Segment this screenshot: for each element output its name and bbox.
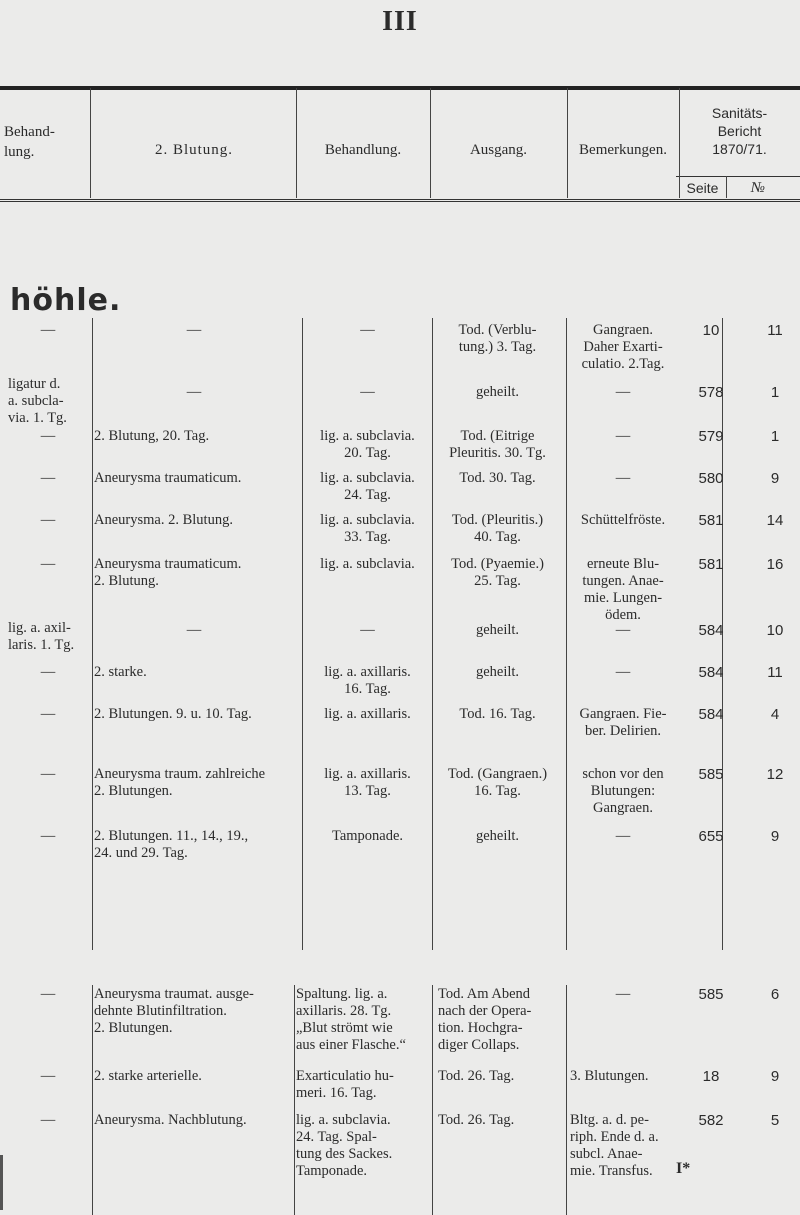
cell-ausgang: Tod. (Verblu- tung.) 3. Tag. bbox=[458, 322, 537, 355]
cell-nr: 1 bbox=[770, 384, 780, 401]
cell-behandlung-2: lig. a. subclavia. 20. Tag. bbox=[320, 428, 415, 461]
cell-seite: 579 bbox=[698, 428, 724, 445]
column-rule-1 bbox=[92, 318, 93, 950]
header-seite: Seite bbox=[686, 180, 719, 196]
cell-ausgang: geheilt. bbox=[475, 828, 520, 844]
cell-nr: 14 bbox=[766, 512, 784, 529]
cell-behandlung-2: lig. a. subclavia. 24. Tag. Spal- tung des Sackes. Tamponade. bbox=[296, 1112, 393, 1179]
cell-behandlung: — bbox=[40, 706, 56, 722]
cell-blutung: Aneurysma traumaticum. bbox=[94, 470, 242, 486]
cell-ausgang: geheilt. bbox=[475, 664, 520, 680]
cell-bemerkungen: erneute Blu- tungen. Anae- mie. Lungen- ödem. bbox=[582, 556, 664, 623]
cell-nr: 9 bbox=[770, 1068, 780, 1085]
cell-ausgang: Tod. 26. Tag. bbox=[438, 1112, 515, 1128]
cell-nr: 11 bbox=[767, 322, 783, 339]
cell-ausgang: Tod. (Pleuritis.) 40. Tag. bbox=[451, 512, 544, 545]
cell-ausgang: Tod. (Eitrige Pleuritis. 30. Tg. bbox=[449, 428, 546, 461]
cell-seite: 18 bbox=[702, 1068, 720, 1085]
cell-seite: 578 bbox=[698, 384, 724, 401]
cell-nr: 4 bbox=[770, 706, 780, 723]
column-rule-4 bbox=[566, 318, 567, 950]
cell-behandlung-2: lig. a. axillaris. 13. Tag. bbox=[324, 766, 411, 799]
cell-behandlung-2: lig. a. subclavia. bbox=[320, 556, 415, 572]
cell-blutung: Aneurysma traumaticum. 2. Blutung. bbox=[94, 556, 242, 589]
cell-blutung: 2. Blutungen. 9. u. 10. Tag. bbox=[94, 706, 252, 722]
header-blutung: 2. Blutung. bbox=[154, 142, 234, 158]
cell-behandlung-2: Spaltung. lig. a. axillaris. 28. Tg. „Blut strömt wie aus einer Flasche.“ bbox=[296, 986, 406, 1053]
cell-bemerkungen: Gangraen. Fie- ber. Delirien. bbox=[579, 706, 667, 739]
cell-nr: 9 bbox=[770, 470, 780, 487]
cell-behandlung: — bbox=[40, 1112, 56, 1128]
cell-behandlung: — bbox=[40, 470, 56, 486]
cell-blutung: Aneurysma traum. zahlreiche 2. Blutungen. bbox=[94, 766, 266, 799]
column-rule-8 bbox=[432, 985, 433, 1215]
cell-behandlung-2: Tamponade. bbox=[331, 828, 404, 844]
cell-nr: 6 bbox=[770, 986, 780, 1003]
cell-behandlung: — bbox=[40, 1068, 56, 1084]
cell-bemerkungen: — bbox=[615, 622, 631, 638]
cell-seite: 582 bbox=[698, 1112, 724, 1129]
column-rule-2 bbox=[302, 318, 303, 950]
header-bemerkungen: Bemerkungen. bbox=[579, 142, 667, 158]
page-number: III bbox=[382, 6, 418, 37]
cell-bemerkungen: Schüttelfröste. bbox=[580, 512, 666, 528]
cell-behandlung-2: — bbox=[360, 384, 375, 400]
cell-seite: 581 bbox=[698, 512, 724, 529]
cell-bemerkungen: — bbox=[615, 828, 631, 844]
cell-blutung: 2. Blutungen. 11., 14., 19., 24. und 29. Tag. bbox=[94, 828, 249, 861]
cell-behandlung-2: lig. a. subclavia. 24. Tag. bbox=[320, 470, 415, 503]
cell-behandlung-2: Exarticulatio hu- meri. 16. Tag. bbox=[296, 1068, 394, 1101]
cell-bemerkungen: — bbox=[615, 470, 631, 486]
cell-bemerkungen: — bbox=[615, 986, 631, 1002]
cell-behandlung-2: — bbox=[360, 622, 375, 638]
cell-ausgang: Tod. (Pyaemie.) 25. Tag. bbox=[451, 556, 544, 589]
page-edge-mark bbox=[0, 1155, 3, 1210]
header-ausgang: Ausgang. bbox=[469, 142, 528, 158]
cell-blutung: Aneurysma. Nachblutung. bbox=[94, 1112, 247, 1128]
cell-ausgang: Tod. Am Abend nach der Opera- tion. Hochgra- diger Collaps. bbox=[438, 986, 532, 1053]
cell-behandlung-2: lig. a. axillaris. bbox=[324, 706, 411, 722]
cell-behandlung: — bbox=[40, 828, 56, 844]
cell-ausgang: geheilt. bbox=[475, 384, 520, 400]
cell-bemerkungen: 3. Blutungen. bbox=[570, 1068, 649, 1084]
cell-seite: 580 bbox=[698, 470, 724, 487]
cell-blutung: Aneurysma. 2. Blutung. bbox=[94, 512, 233, 528]
cell-nr: 12 bbox=[766, 766, 784, 783]
cell-behandlung: — bbox=[40, 322, 56, 338]
header-nr: № bbox=[750, 180, 766, 196]
cell-ausgang: Tod. (Gangraen.) 16. Tag. bbox=[447, 766, 548, 799]
cell-nr: 9 bbox=[770, 828, 780, 845]
cell-bemerkungen: — bbox=[615, 664, 631, 680]
cell-seite: 584 bbox=[698, 664, 724, 681]
cell-ausgang: Tod. 16. Tag. bbox=[459, 706, 536, 722]
cell-nr: 5 bbox=[770, 1112, 780, 1129]
section-title: höhle. bbox=[10, 283, 122, 318]
cell-behandlung: ligatur d. a. subcla- via. 1. Tg. bbox=[8, 376, 67, 426]
cell-behandlung: — bbox=[40, 556, 56, 572]
cell-behandlung: — bbox=[40, 428, 56, 444]
cell-ausgang: Tod. 30. Tag. bbox=[459, 470, 536, 486]
seite-rule bbox=[676, 176, 800, 177]
cell-bemerkungen: — bbox=[615, 384, 631, 400]
header-behandlung: Behand- lung. bbox=[4, 124, 55, 160]
cell-behandlung-2: lig. a. subclavia. 33. Tag. bbox=[320, 512, 415, 545]
cell-bemerkungen: schon vor den Blutungen: Gangraen. bbox=[582, 766, 664, 816]
cell-nr: 10 bbox=[766, 622, 784, 639]
cell-bemerkungen: Bltg. a. d. pe- riph. Ende d. a. subcl. Anae- mie. Transfus. bbox=[570, 1112, 659, 1179]
cell-behandlung-2: — bbox=[360, 322, 375, 338]
cell-behandlung: — bbox=[40, 986, 56, 1002]
cell-ausgang: geheilt. bbox=[475, 622, 520, 638]
header-behandlung-2: Behandlung. bbox=[324, 142, 402, 158]
cell-blutung: 2. starke. bbox=[94, 664, 147, 680]
cell-seite: 10 bbox=[702, 322, 720, 339]
column-rule-7 bbox=[294, 985, 295, 1215]
cell-nr: 11 bbox=[767, 664, 783, 681]
header-divider-1 bbox=[90, 88, 91, 198]
cell-blutung: Aneurysma traumat. ausge- dehnte Blutinfiltration. 2. Blutungen. bbox=[94, 986, 254, 1036]
header-bottom-rule bbox=[0, 199, 800, 202]
cell-bemerkungen: Gangraen. Daher Exarti- culatio. 2.Tag. bbox=[581, 322, 665, 372]
cell-bemerkungen: — bbox=[615, 428, 631, 444]
cell-behandlung-2: lig. a. axillaris. 16. Tag. bbox=[324, 664, 411, 697]
cell-seite: 585 bbox=[698, 986, 724, 1003]
cell-blutung: — bbox=[186, 322, 202, 338]
cell-nr: 16 bbox=[766, 556, 784, 573]
cell-ausgang: Tod. 26. Tag. bbox=[438, 1068, 515, 1084]
cell-behandlung: — bbox=[40, 512, 56, 528]
signature-mark: I* bbox=[676, 1160, 691, 1177]
cell-blutung: 2. Blutung, 20. Tag. bbox=[94, 428, 210, 444]
cell-seite: 581 bbox=[698, 556, 724, 573]
cell-seite: 584 bbox=[698, 622, 724, 639]
cell-nr: 1 bbox=[770, 428, 780, 445]
cell-blutung: — bbox=[186, 622, 202, 638]
cell-behandlung: lig. a. axil- laris. 1. Tg. bbox=[8, 620, 75, 653]
cell-behandlung: — bbox=[40, 766, 56, 782]
header-sanitaets-bericht: Sanitäts- Bericht 1870/71. bbox=[711, 105, 768, 157]
cell-seite: 584 bbox=[698, 706, 724, 723]
cell-seite: 655 bbox=[698, 828, 724, 845]
cell-seite: 585 bbox=[698, 766, 724, 783]
column-rule-6 bbox=[92, 985, 93, 1215]
cell-blutung: — bbox=[186, 384, 202, 400]
header-divider-6 bbox=[726, 176, 727, 198]
header-top-rule bbox=[0, 86, 800, 90]
cell-blutung: 2. starke arterielle. bbox=[94, 1068, 202, 1084]
cell-behandlung: — bbox=[40, 664, 56, 680]
